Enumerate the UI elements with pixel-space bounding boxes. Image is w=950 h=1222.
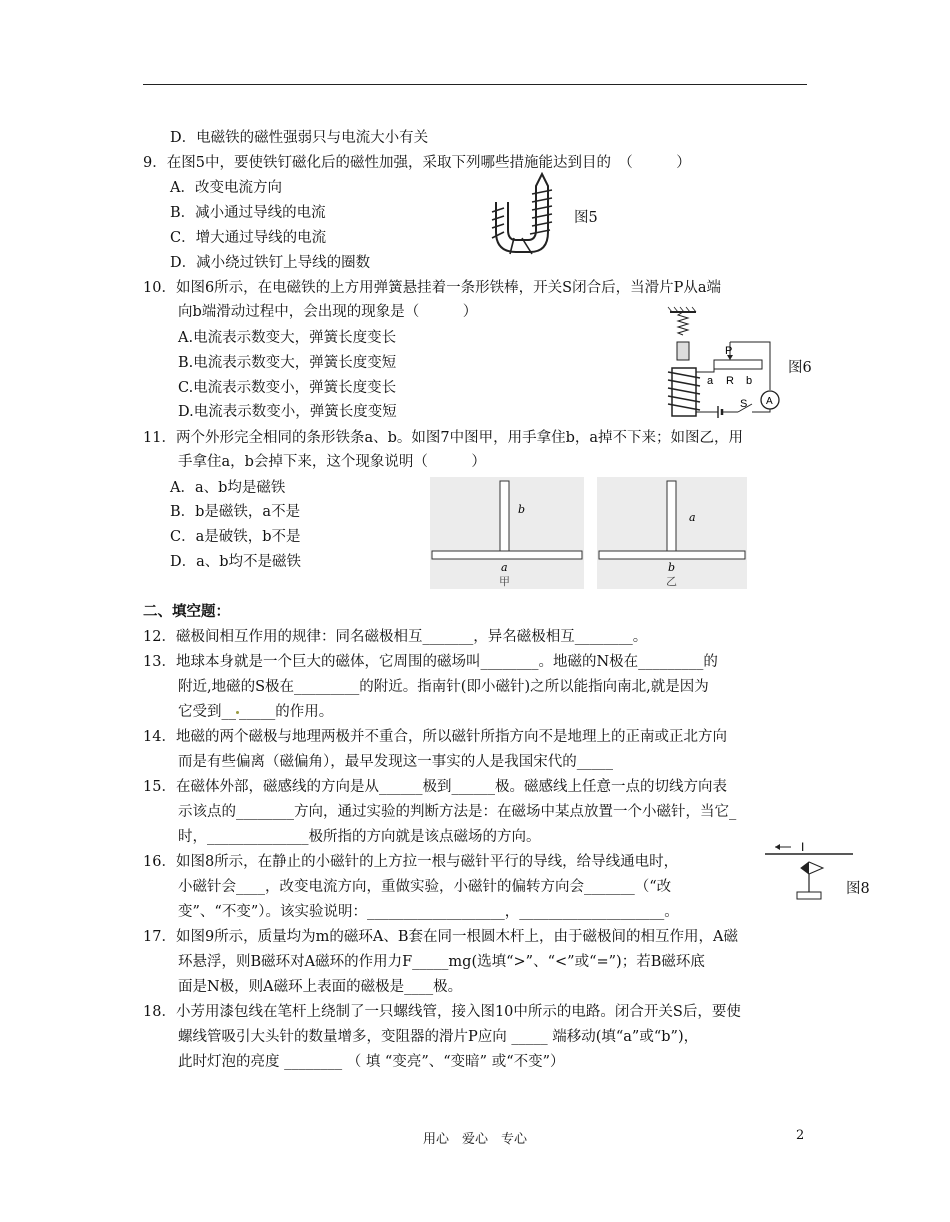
fig7b-top-label: a <box>689 511 696 524</box>
fig8-current-label: I <box>801 840 805 854</box>
fig7a-bottom-label: a <box>501 561 508 574</box>
fig7a-top-label: b <box>518 503 526 516</box>
q9-option-c: C．增大通过导线的电流 <box>170 230 327 246</box>
q12: 12．磁极间相互作用的规律：同名磁极相互_______，异名磁极相互________。 <box>143 629 648 645</box>
q13-line3: 它受到__ _____的作用。 <box>178 704 334 720</box>
figure-5-label: 图5 <box>574 210 598 226</box>
fig6-p-label: P <box>725 345 733 357</box>
page-number: 2 <box>796 1128 805 1143</box>
q16-line2: 小磁针会____，改变电流方向，重做实验，小磁针的偏转方向会_______（“改 <box>178 879 672 895</box>
q17-line1: 17．如图9所示，质量均为m的磁环A、B套在同一根圆木杆上，由于磁极间的相互作用，A磁 <box>143 929 739 945</box>
section-fill-in-heading: 二、填空题： <box>143 603 230 620</box>
header-rule <box>143 84 807 85</box>
fig6-s-label: S <box>740 398 748 410</box>
fig7b-bottom-label: b <box>668 561 676 574</box>
q11-option-b: B．b是磁铁，a不是 <box>170 504 301 520</box>
figure-6-label: 图6 <box>788 360 812 376</box>
figure-7a-iron-bars <box>430 477 584 589</box>
fig6-r-label: R <box>726 375 734 387</box>
q18-line2: 螺线管吸引大头针的数量增多，变阻器的滑片P应向 _____ 端移动(填“a”或“b”)， <box>178 1029 699 1045</box>
q11-stem-cont: 手拿住a，b会掉下来，这个现象说明（ ） <box>178 454 486 470</box>
q9-option-b: B．减小通过导线的电流 <box>170 205 326 221</box>
q9-option-d: D．减小绕过铁钉上导线的圈数 <box>170 255 371 271</box>
figure-8-wire-and-needle <box>763 838 855 904</box>
figure-6-electromagnet-circuit <box>658 306 782 424</box>
q16-line1: 16．如图8所示，在静止的小磁针的上方拉一根与磁针平行的导线，给导线通电时， <box>143 854 679 870</box>
fig6-ammeter-label: A <box>766 396 773 407</box>
q10-option-c: C.电流表示数变小，弹簧长度变长 <box>178 380 397 396</box>
figure-7b-iron-bars <box>597 477 747 589</box>
q18-line3: 此时灯泡的亮度 ________ （ 填 “变亮”、“变暗” 或“不变”） <box>178 1054 565 1070</box>
q16-line3: 变”、“不变”）。该实验说明：___________________，____________________。 <box>178 904 679 920</box>
q13-line1: 13．地球本身就是一个巨大的磁体，它周围的磁场叫________。地磁的N极在_________的 <box>143 654 718 670</box>
q10-option-a: A.电流表示数变大，弹簧长度变长 <box>178 330 397 346</box>
fig6-a-label: a <box>707 375 714 387</box>
q9-option-a: A．改变电流方向 <box>170 180 282 196</box>
q18-line1: 18．小芳用漆包线在笔杆上绕制了一只螺线管，接入图10中所示的电路。闭合开关S后，要使 <box>143 1004 741 1020</box>
q13-line2: 附近,地磁的S极在_________的附近。指南针(即小磁针)之所以能指向南北,就是因为 <box>178 679 709 695</box>
q10-option-b: B.电流表示数变大，弹簧长度变短 <box>178 355 397 371</box>
q14-line1: 14．地磁的两个磁极与地理两极并不重合，所以磁针所指方向不是地理上的正南或正北方向 <box>143 729 727 745</box>
q15-line1: 15．在磁体外部，磁感线的方向是从______极到______极。磁感线上任意一点的切线方向表 <box>143 779 727 795</box>
fig7b-caption: 乙 <box>666 575 677 588</box>
q10-stem-cont: 向b端滑动过程中，会出现的现象是（ ） <box>178 304 478 320</box>
fig7a-caption: 甲 <box>499 575 510 588</box>
q11-option-a: A．a、b均是磁铁 <box>170 480 286 496</box>
q8-option-d: D．电磁铁的磁性强弱只与电流大小有关 <box>170 130 429 146</box>
q17-line2: 环悬浮，则B磁环对A磁环的作用力F_____mg(选填“>”、“<”或“=”)；若B磁环底 <box>178 954 705 970</box>
figure-8-label: 图8 <box>846 881 870 897</box>
q15-line2: 示该点的________方向，通过实验的判断方法是：在磁场中某点放置一个小磁针，当它_ <box>178 804 737 820</box>
q10-option-d: D.电流表示数变小，弹簧长度变短 <box>178 404 397 420</box>
q9-stem: 9．在图5中，要使铁钉磁化后的磁性加强，采取下列哪些措施能达到目的 （ ） <box>143 155 691 171</box>
fig6-b-label: b <box>746 375 753 387</box>
q11-stem: 11．两个外形完全相同的条形铁条a、b。如图7中图甲，用手拿住b，a掉不下来；如图乙，用 <box>143 430 744 446</box>
q11-option-c: C．a是破铁，b不是 <box>170 529 301 545</box>
q17-line3: 面是N极，则A磁环上表面的磁极是____极。 <box>178 979 463 995</box>
q15-line3: 时，______________极所指的方向就是该点磁场的方向。 <box>178 829 541 845</box>
figure-5-coiled-nail <box>488 172 560 260</box>
q10-stem: 10．如图6所示，在电磁铁的上方用弹簧悬挂着一条形铁棒，开关S闭合后，当滑片P从a端 <box>143 280 722 296</box>
q11-option-d: D．a、b均不是磁铁 <box>170 554 302 570</box>
footer-motto: 用心 爱心 专心 <box>422 1132 527 1147</box>
q14-line2: 而是有些偏离（磁偏角），最早发现这一事实的人是我国宋代的_____ <box>178 754 613 770</box>
